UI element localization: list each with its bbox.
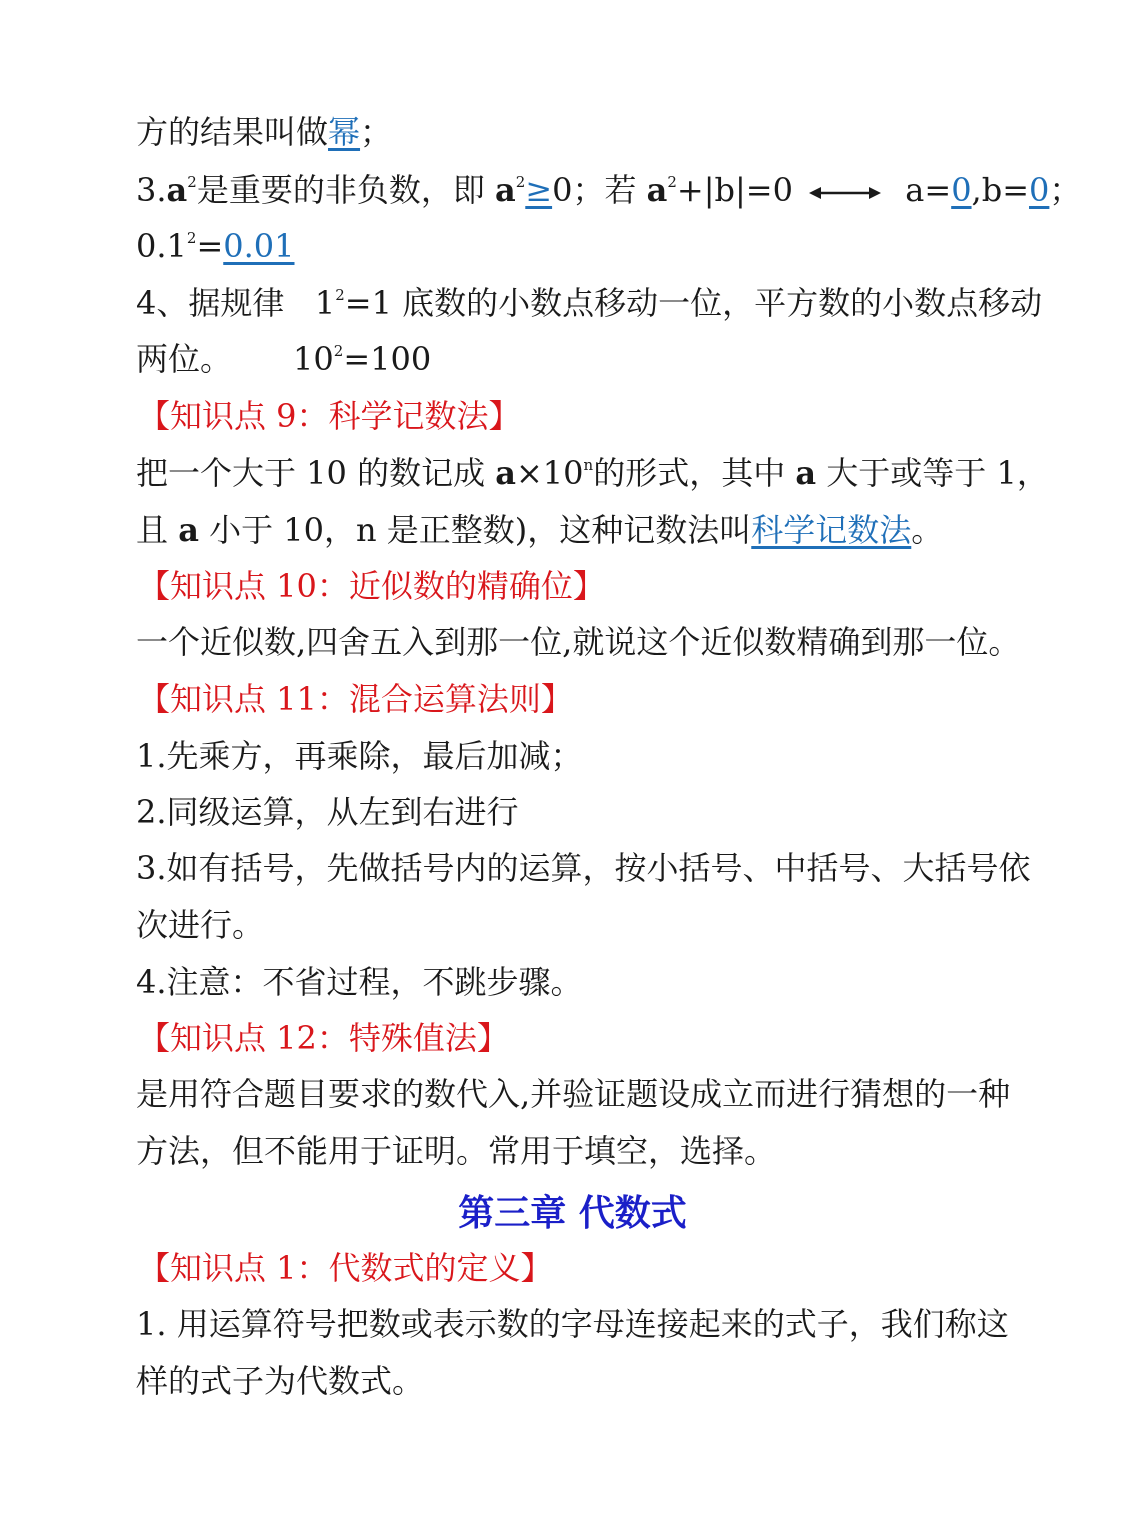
text-line	[136, 168, 1082, 212]
section-heading: 【知识点 10：近似数的精确位】	[138, 567, 605, 605]
text-line: 样的式子为代数式。	[136, 1362, 425, 1400]
rule-item: 次进行。	[136, 906, 265, 944]
text-line	[136, 451, 1049, 495]
text: =	[196, 227, 224, 265]
section-heading: 【知识点 11：混合运算法则】	[138, 680, 573, 718]
exponent: 2	[515, 173, 526, 191]
text: 0.1	[136, 227, 187, 265]
exponent: 2	[335, 286, 345, 304]
text: ,b=	[971, 171, 1030, 209]
section-heading: 【知识点 12：特殊值法】	[138, 1019, 509, 1057]
text: =1 底数的小数点移动一位，平方数的小数点移动	[344, 284, 1043, 322]
text-line	[136, 281, 1043, 325]
text: 大于或等于 1，	[826, 454, 1049, 492]
answer-blank: 0	[1029, 171, 1050, 209]
var-a: a	[495, 171, 516, 209]
text: 小于 10，n 是正整数)，这种记数法叫	[209, 511, 752, 549]
var-a: a	[166, 171, 188, 209]
section-heading: 【知识点 9：科学记数法】	[138, 397, 521, 435]
exponent: 2	[667, 173, 677, 191]
text-line	[136, 337, 1025, 381]
text-line: 一个近似数,四舍五入到那一位,就说这个近似数精确到那一位。	[136, 623, 1021, 661]
section-heading: 【知识点 1：代数式的定义】	[138, 1249, 553, 1287]
text: =100	[343, 340, 432, 378]
text: 方的结果叫做	[136, 113, 329, 151]
answer-blank: 0	[951, 171, 972, 209]
text: 两位。	[136, 340, 233, 378]
text-line: 是用符合题目要求的数代入,并验证题设成立而进行猜想的一种	[136, 1075, 1011, 1113]
exponent: n	[583, 456, 594, 474]
text: 是重要的非负数，即	[196, 171, 485, 209]
text-line	[136, 508, 1025, 552]
var-a: a	[795, 454, 817, 492]
double-arrow-icon	[809, 184, 881, 202]
text-line: 1. 用运算符号把数或表示数的字母连接起来的式子，我们称这	[136, 1305, 1009, 1343]
text: ×10	[515, 454, 584, 492]
text: 3.	[136, 171, 167, 209]
exponent: 2	[187, 173, 197, 191]
text: 1	[314, 284, 336, 322]
text-line	[136, 224, 1025, 268]
text: 10	[293, 340, 334, 378]
text: 的形式，其中	[593, 454, 786, 492]
chapter-title: 第三章 代数式	[458, 1193, 687, 1234]
answer-blank: ≥	[525, 171, 553, 209]
var-a: a	[495, 454, 516, 492]
text: ；	[1049, 171, 1082, 209]
rule-item: 1.先乘方，再乘除，最后加减；	[136, 737, 583, 775]
text-line	[136, 110, 1025, 154]
text: a=	[905, 171, 952, 209]
text: 。	[911, 511, 944, 549]
text: 把一个大于 10 的数记成	[136, 454, 486, 492]
text: 4、据规律	[136, 284, 285, 322]
rule-item: 2.同级运算，从左到右进行	[136, 793, 519, 831]
text: 且	[136, 511, 169, 549]
term-link-scientific-notation[interactable]: 科学记数法	[751, 511, 912, 549]
text: ；	[360, 113, 393, 151]
answer-blank: 0.01	[223, 227, 295, 265]
exponent: 2	[333, 342, 344, 360]
var-a: a	[178, 511, 199, 549]
text: 0；若	[552, 171, 637, 209]
rule-item: 4.注意：不省过程，不跳步骤。	[136, 963, 583, 1001]
text: +|b|=0	[676, 171, 793, 209]
exponent: 2	[186, 229, 197, 247]
var-a: a	[646, 171, 668, 209]
term-link-power[interactable]: 幂	[328, 113, 361, 151]
rule-item: 3.如有括号，先做括号内的运算，按小括号、中括号、大括号依	[136, 849, 1031, 887]
text-line: 方法，但不能用于证明。常用于填空，选择。	[136, 1132, 777, 1170]
